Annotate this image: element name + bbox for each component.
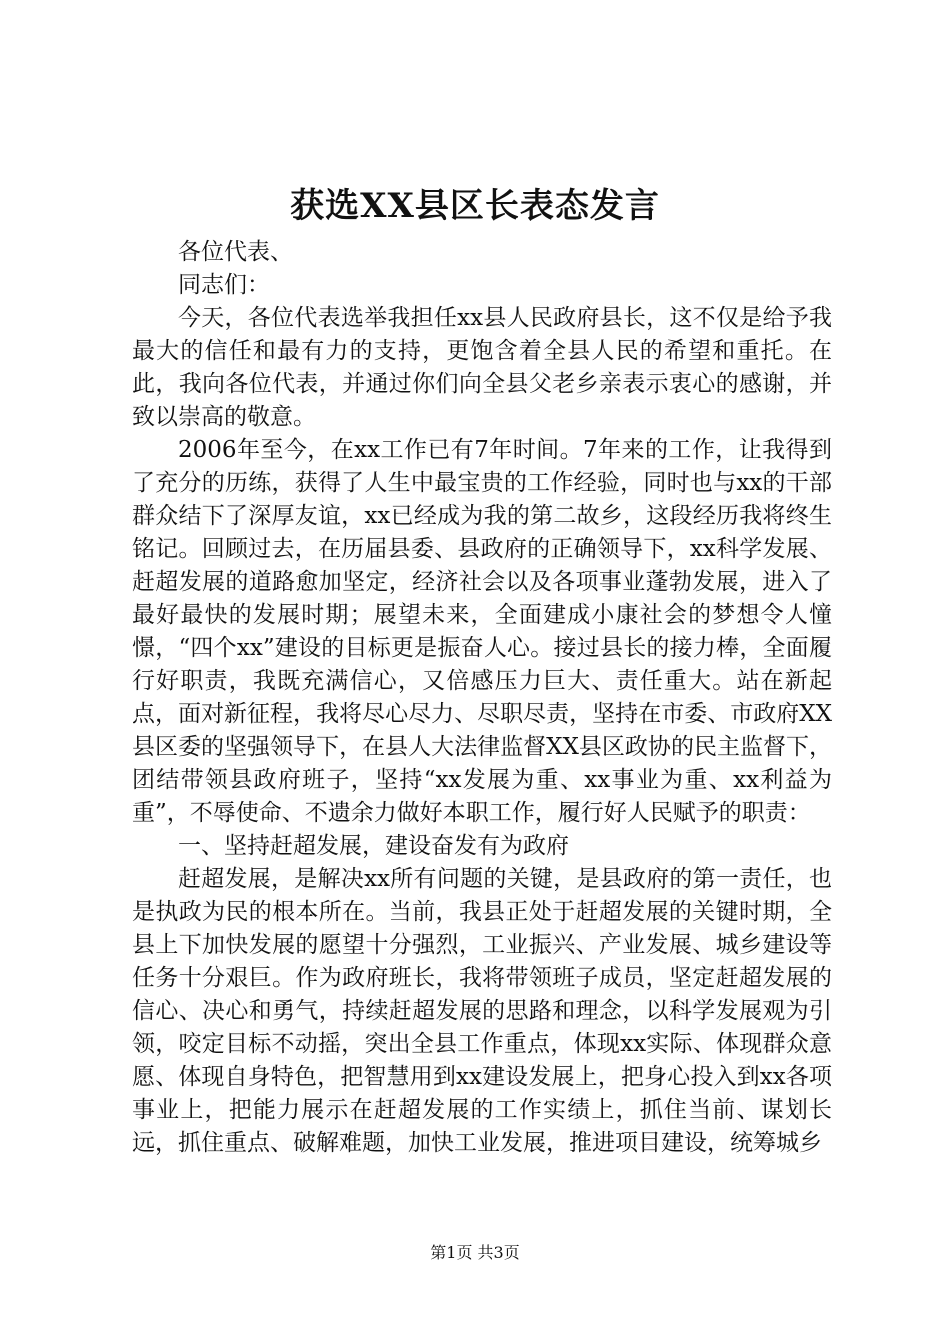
document-title: 获选XX县区长表态发言: [290, 186, 660, 226]
paragraph-review: 2006年至今，在xx工作已有7年时间。7年来的工作，让我得到了充分的历练，获得了人生中最宝贵的工作经验，同时也与xx的干部群众结下了深厚友谊，xx已经成为我的第二故乡，这段经历我将终生铭记。回顾过去，在历届县委、县政府的正确领导下，xx科学发展、赶超发展的道路愈加坚定，经济社会以及各项事业蓬勃发展，进入了最好最快的发展时期；展望未来，全面建成小康社会的梦想令人憧憬，“四个xx”建设的目标更是振奋人心。接过县长的接力棒，全面履行好职责，我既充满信心，又倍感压力巨大、责任重大。站在新起点，面对新征程，我将尽心尽力、尽职尽责，坚持在市委、市政府XX县区委的坚强领导下，在县人大法律监督XX县区政协的民主监督下，团结带领县政府班子，坚持“xx发展为重、xx事业为重、xx利益为重”，不辱使命、不遗余力做好本职工作，履行好人民赋予的职责：: [132, 437, 832, 826]
paragraph-salutation-1: 各位代表、: [178, 239, 293, 265]
page-number-footer: 第1页 共3页: [430, 1243, 520, 1262]
document-body: [132, 236, 832, 1160]
paragraph-thanks: 今天，各位代表选举我担任xx县人民政府县长，这不仅是给予我最大的信任和最有力的支持，更饱含着全县人民的希望和重托。在此，我向各位代表，并通过你们向全县父老乡亲表示衷心的感谢，并致以崇高的敬意。: [132, 305, 832, 430]
paragraph-development: 赶超发展，是解决xx所有问题的关键，是县政府的第一责任，也是执政为民的根本所在。当前，我县正处于赶超发展的关键时期，全县上下加快发展的愿望十分强烈，工业振兴、产业发展、城乡建设等任务十分艰巨。作为政府班长，我将带领班子成员，坚定赶超发展的信心、决心和勇气，持续赶超发展的思路和理念，以科学发展观为引领，咬定目标不动摇，突出全县工作重点，体现xx实际、体现群众意愿、体现自身特色，把智慧用到xx建设发展上，把身心投入到xx各项事业上，把能力展示在赶超发展的工作实绩上，抓住当前、谋划长远，抓住重点、破解难题，加快工业发展，推进项目建设，统筹城乡: [132, 866, 832, 1156]
paragraph-section-heading-1: 一、坚持赶超发展，建设奋发有为政府: [178, 833, 569, 859]
paragraph-salutation-2: 同志们：: [178, 272, 270, 298]
